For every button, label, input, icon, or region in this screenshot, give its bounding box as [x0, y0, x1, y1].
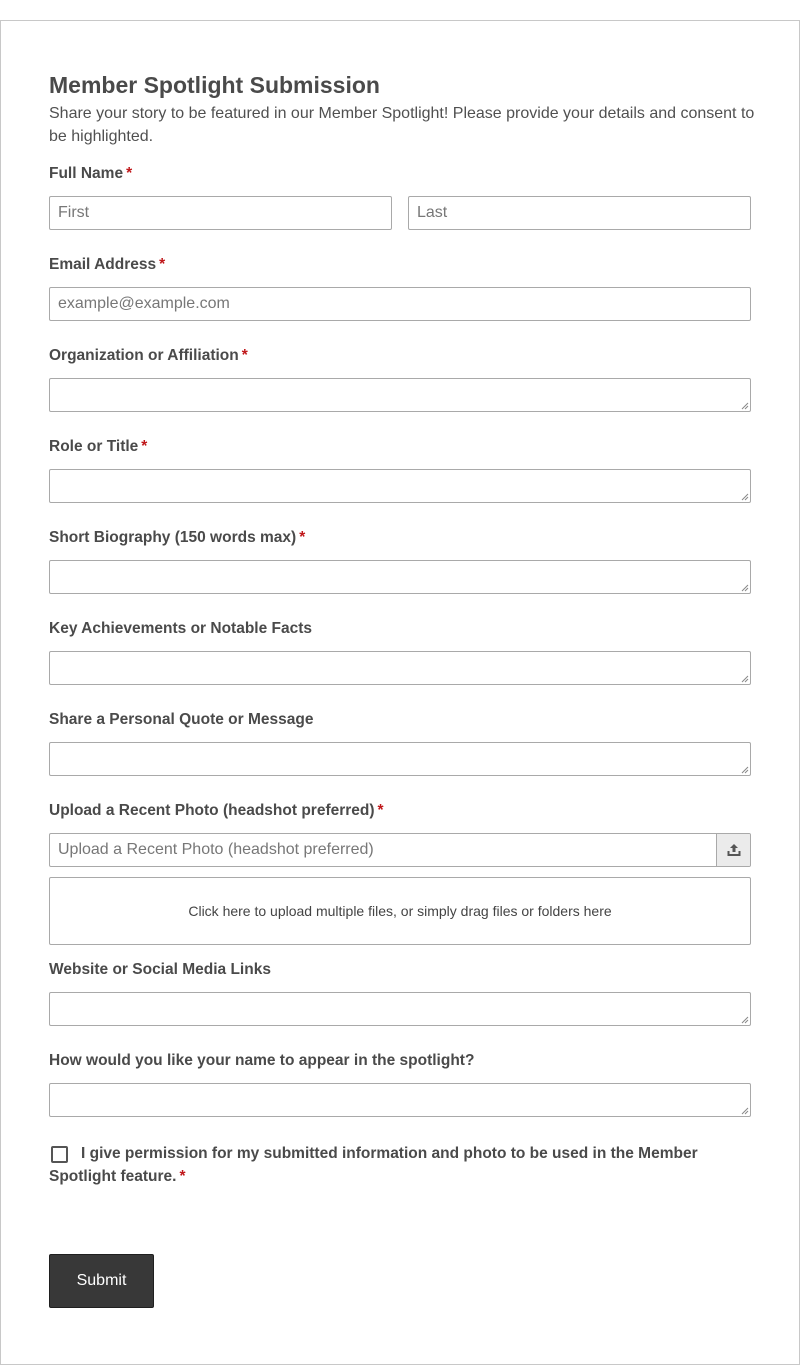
- resize-grip-icon[interactable]: [741, 675, 749, 683]
- quote-textarea[interactable]: [49, 742, 751, 776]
- dropzone-text: Click here to upload multiple files, or simply drag files or folders here: [188, 903, 612, 919]
- display-name-textarea[interactable]: [49, 1083, 751, 1117]
- full-name-label: [49, 165, 132, 183]
- resize-grip-icon[interactable]: [741, 402, 749, 410]
- resize-grip-icon[interactable]: [741, 584, 749, 592]
- organization-label: [49, 347, 248, 365]
- biography-label-text: Short Biography (150 words max): [49, 529, 297, 546]
- role-label: [49, 438, 147, 456]
- consent-label-text: I give permission for my submitted information and photo to be used in the Member Spotlight feature.: [49, 1145, 698, 1185]
- submit-button-label: Submit: [76, 1272, 127, 1289]
- email-label-text: Email Address: [49, 256, 157, 273]
- file-dropzone[interactable]: [49, 877, 751, 945]
- resize-grip-icon[interactable]: [741, 1107, 749, 1115]
- required-marker: *: [241, 347, 248, 364]
- required-marker: *: [159, 256, 166, 273]
- links-label-text: Website or Social Media Links: [49, 961, 271, 978]
- first-name-input[interactable]: [49, 196, 392, 230]
- required-marker: *: [377, 802, 384, 819]
- achievements-label-text: Key Achievements or Notable Facts: [49, 620, 313, 637]
- full-name-label-text: Full Name: [49, 165, 124, 182]
- required-marker: *: [141, 438, 148, 455]
- required-marker: *: [126, 165, 133, 182]
- links-label: [49, 961, 271, 979]
- first-name-placeholder: First: [58, 204, 90, 221]
- organization-label-text: Organization or Affiliation: [49, 347, 239, 364]
- role-textarea[interactable]: [49, 469, 751, 503]
- display-name-label-text: How would you like your name to appear in the spotlight?: [49, 1052, 475, 1069]
- required-marker: *: [299, 529, 306, 546]
- achievements-textarea[interactable]: [49, 651, 751, 685]
- resize-grip-icon[interactable]: [741, 493, 749, 501]
- email-input[interactable]: [49, 287, 751, 321]
- resize-grip-icon[interactable]: [741, 1016, 749, 1024]
- photo-label: [49, 802, 384, 820]
- photo-upload-button[interactable]: [716, 834, 750, 866]
- display-name-label: [49, 1052, 474, 1070]
- organization-textarea[interactable]: [49, 378, 751, 412]
- required-marker: *: [179, 1168, 186, 1185]
- photo-upload-placeholder: Upload a Recent Photo (headshot preferred): [58, 841, 374, 858]
- last-name-input[interactable]: [408, 196, 751, 230]
- biography-label: [49, 529, 305, 547]
- submit-button[interactable]: [49, 1254, 154, 1308]
- last-name-placeholder: Last: [417, 204, 448, 221]
- quote-label: [49, 711, 313, 729]
- photo-label-text: Upload a Recent Photo (headshot preferred): [49, 802, 375, 819]
- resize-grip-icon[interactable]: [741, 766, 749, 774]
- form-title: Member Spotlight Submission: [49, 72, 380, 98]
- email-label: [49, 256, 165, 274]
- links-textarea[interactable]: [49, 992, 751, 1026]
- consent-label: [49, 1142, 754, 1188]
- email-placeholder: example@example.com: [58, 295, 230, 312]
- role-label-text: Role or Title: [49, 438, 139, 455]
- achievements-label: [49, 620, 312, 638]
- form-description: Share your story to be featured in our Member Spotlight! Please provide your details and consent to be highlighted.: [49, 105, 755, 145]
- upload-icon: [726, 843, 742, 857]
- quote-label-text: Share a Personal Quote or Message: [49, 711, 314, 728]
- biography-textarea[interactable]: [49, 560, 751, 594]
- photo-upload-input[interactable]: [49, 833, 751, 867]
- consent-checkbox[interactable]: [51, 1146, 68, 1163]
